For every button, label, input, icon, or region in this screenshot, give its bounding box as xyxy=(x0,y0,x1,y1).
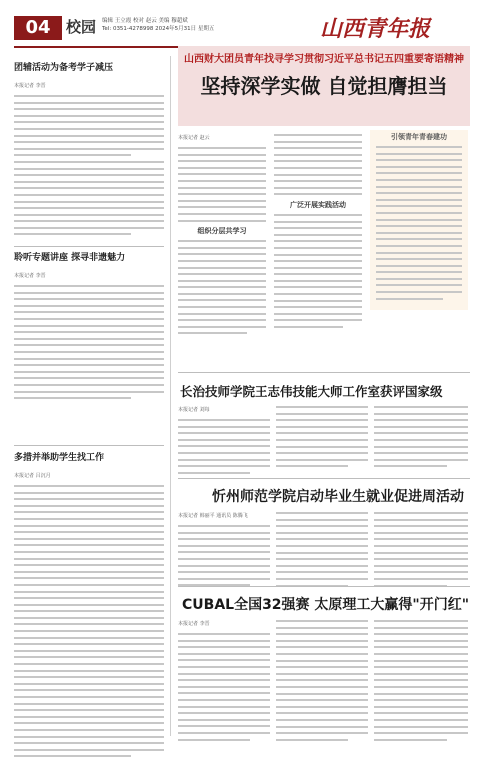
story-2-col-2 xyxy=(276,512,368,591)
left-article-2 xyxy=(14,252,164,404)
story-2-body xyxy=(276,512,368,587)
article-title: 多措并举助学生找工作 xyxy=(14,453,105,463)
lead-column-2 xyxy=(274,134,362,333)
story-1-body xyxy=(178,419,270,474)
story-separator-3 xyxy=(178,586,470,587)
lead-body xyxy=(274,214,362,328)
story-3-title: CUBAL全国32强赛 太原理工大赢得"开门红" xyxy=(182,597,470,613)
lead-byline: 本报记者 赵云 xyxy=(178,135,210,141)
section-title: 校园 xyxy=(66,18,97,36)
story-1-body xyxy=(374,406,468,467)
left-article-3 xyxy=(14,452,164,762)
left-article-1 xyxy=(14,62,164,240)
article-title: 聆听专题讲座 探寻非遗魅力 xyxy=(14,253,126,263)
story-3-byline: 本报记者 李晋 xyxy=(178,621,210,627)
lead-body xyxy=(178,147,266,222)
lead-headline: 坚持深学实做 自觉担膺担当 xyxy=(200,74,448,98)
story-2-col-3 xyxy=(374,512,468,591)
lead-subhead-1: 组织分层共学习 xyxy=(197,227,247,236)
lead-subtitle: 山西财大团员青年找寻学习贯彻习近平总书记五四重要寄语精神 xyxy=(184,54,464,65)
sidebar-title: 引领青年青春建功 xyxy=(391,133,447,141)
story-2-col-1 xyxy=(178,512,270,591)
article-body xyxy=(14,485,164,757)
story-separator-2 xyxy=(178,478,470,479)
meta-date: Tel: 0351-4278998 2024年5月31日 星期五 xyxy=(102,26,215,32)
story-1-body xyxy=(276,406,368,467)
story-separator-1 xyxy=(178,372,470,373)
story-2-body xyxy=(374,512,468,587)
story-3-body xyxy=(374,620,468,741)
lead-sidebar xyxy=(370,130,468,310)
left-column-divider xyxy=(170,56,171,736)
article-byline: 本报记者 李晋 xyxy=(14,273,46,279)
story-3-col-2 xyxy=(276,620,368,745)
lead-body xyxy=(178,240,266,334)
article-title: 团辅活动为备考学子减压 xyxy=(14,63,114,73)
story-3-body xyxy=(276,620,368,741)
page-number: 04 xyxy=(14,16,62,40)
story-2-title: 忻州师范学院启动毕业生就业促进周活动 xyxy=(212,489,464,505)
header-meta xyxy=(102,17,214,33)
lead-body xyxy=(274,134,362,195)
article-byline: 本报记者 李晋 xyxy=(14,83,46,89)
story-1-col-3 xyxy=(374,406,468,472)
article-body xyxy=(14,95,164,235)
lead-subhead-2: 广泛开展实践活动 xyxy=(290,200,346,209)
story-2-byline: 本报记者 韩丽平 通讯员 陈腾飞 xyxy=(178,513,248,519)
sidebar-body xyxy=(376,146,462,304)
masthead xyxy=(0,0,480,42)
left-separator-1 xyxy=(14,246,164,247)
story-1-byline: 本报记者 刘每 xyxy=(178,407,210,413)
meta-editors: 编辑 王立霞 校对 赵云 美编 穆超斌 xyxy=(102,18,188,24)
story-1-col-2 xyxy=(276,406,368,472)
story-2-body xyxy=(178,525,270,586)
lead-banner xyxy=(178,46,470,126)
article-body xyxy=(14,285,164,399)
left-separator-2 xyxy=(14,445,164,446)
article-byline: 本报记者 吕沉月 xyxy=(14,473,51,479)
story-3-body xyxy=(178,633,270,741)
story-3-col-3 xyxy=(374,620,468,745)
story-1-col-1 xyxy=(178,406,270,478)
story-1-title: 长治技师学院王志伟技能大师工作室获评国家级 xyxy=(180,384,443,399)
lead-column-1 xyxy=(178,134,266,339)
newspaper-logo: 山西青年报 xyxy=(320,16,431,42)
story-3-col-1 xyxy=(178,620,270,745)
